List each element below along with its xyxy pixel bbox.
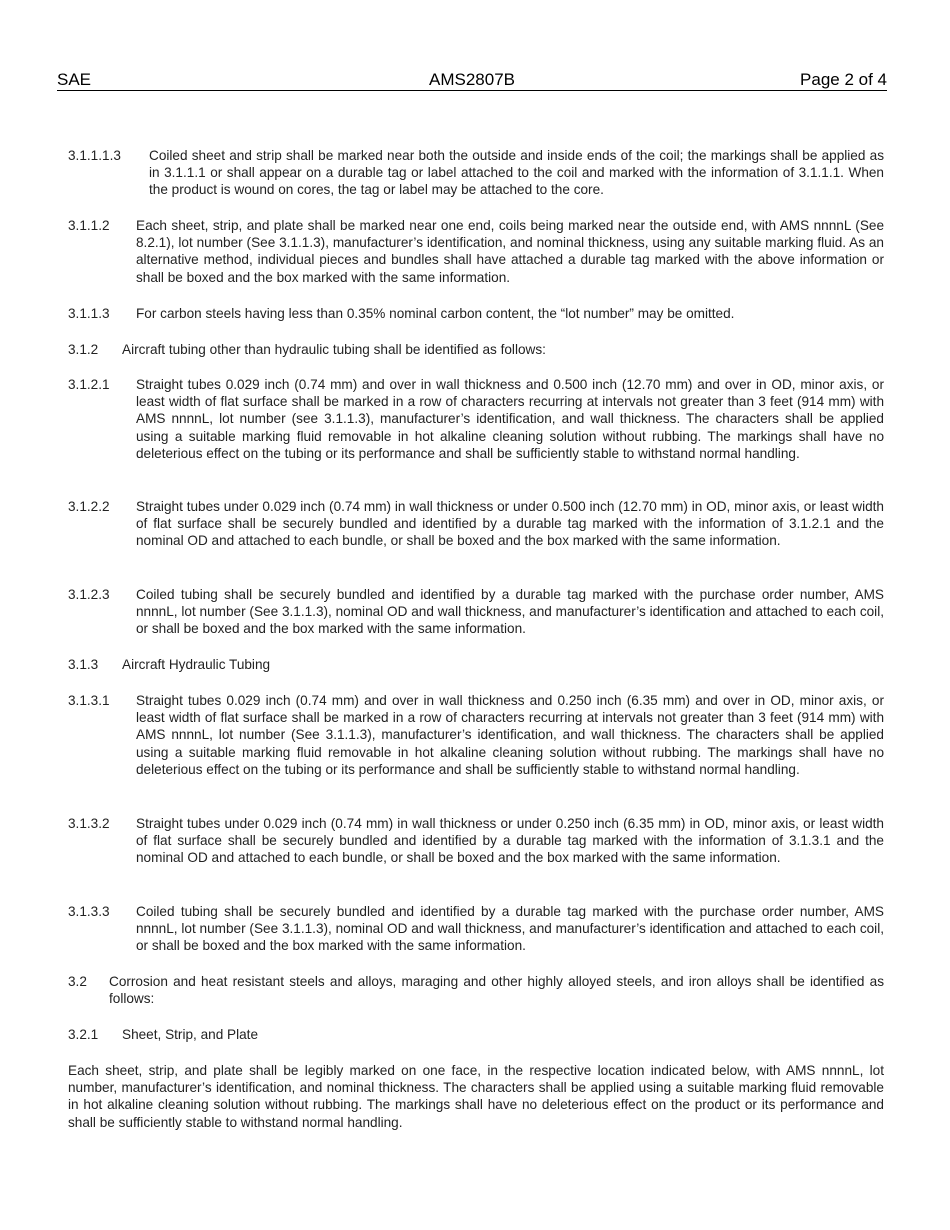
paragraph-number: 3.1.1.1.3: [68, 148, 121, 163]
section-number: 3.2.1: [68, 1027, 99, 1042]
paragraph-text: Corrosion and heat resistant steels and alloys, maraging and other highly alloyed steels, and iron alloys shall be identified as follows:: [109, 974, 884, 1007]
paragraph-3-1-2-1: [68, 376, 884, 462]
section-heading-3-2-1: [68, 1026, 258, 1043]
paragraph-3-1-1-3: [68, 305, 884, 322]
paragraph-number: 3.1.2.1: [68, 377, 110, 392]
section-heading-3-1-3: [68, 656, 270, 673]
paragraph-3-1-3-1: [68, 692, 884, 778]
paragraph-text: Straight tubes under 0.029 inch (0.74 mm) in wall thickness or under 0.500 inch (12.70 mm) in OD, minor axis, or least width of flat surface shall be securely bundled and identified by a durable tag marked with the information of 3.1.2.1 and the nominal OD and attached to each bundle, or shall be boxed and the box marked with the same information.: [136, 499, 884, 549]
paragraph-text: Each sheet, strip, and plate shall be marked near one end, coils being marked near the outside end, with AMS nnnnL (See 8.2.1), lot number (See 3.1.1.3), manufacturer’s identification, and nominal thickness, using any suitable marking fluid. As an alternative method, individual pieces and bundles shall have attached a durable tag marked with the above information or shall be boxed and the box marked with the same information.: [136, 218, 884, 285]
paragraph-text: For carbon steels having less than 0.35% nominal carbon content, the “lot number” may be omitted.: [136, 306, 735, 321]
paragraph-number: 3.1.2.3: [68, 587, 110, 602]
section-heading-3-1-2: [68, 341, 546, 358]
section-number: 3.1.3: [68, 657, 99, 672]
paragraph-number: 3.1.3.3: [68, 904, 110, 919]
paragraph-text: Straight tubes 0.029 inch (0.74 mm) and over in wall thickness and 0.500 inch (12.70 mm) and over in OD, minor axis, or least width of flat surface shall be marked in a row of characters recurring at intervals not greater than 3 feet (914 mm) with AMS nnnnL, lot number (see 3.1.1.3), manufacturer’s identification, and wall thickness. The characters shall be applied using a suitable marking fluid removable in hot alkaline cleaning solution without rubbing. The markings shall have no deleterious effect on the tubing or its performance and shall be sufficiently stable to withstand normal handling.: [136, 377, 884, 461]
paragraph-text: Each sheet, strip, and plate shall be legibly marked on one face, in the respective location indicated below, with AMS nnnnL, lot number, manufacturer’s identification, and nominal thickness. The characters shall be applied using a suitable marking fluid removable in hot alkaline cleaning solution without rubbing. The markings shall have no deleterious effect on the product or its performance and shall be sufficiently stable to withstand normal handling.: [68, 1063, 884, 1130]
paragraph-text: Coiled tubing shall be securely bundled and identified by a durable tag marked with the purchase order number, AMS nnnnL, lot number (See 3.1.1.3), nominal OD and wall thickness, and manufacturer’s identification and attached to each coil, or shall be boxed and the box marked with the same information.: [136, 904, 884, 954]
paragraph-3-1-2-3: [68, 586, 884, 638]
document-number: AMS2807B: [429, 70, 515, 89]
paragraph-number: 3.1.1.3: [68, 306, 110, 321]
paragraph-text: Coiled tubing shall be securely bundled and identified by a durable tag marked with the purchase order number, AMS nnnnL, lot number (See 3.1.1.3), nominal OD and wall thickness, and manufacturer’s identification and attached to each coil, or shall be boxed and the box marked with the same information.: [136, 587, 884, 637]
paragraph-text: Straight tubes 0.029 inch (0.74 mm) and over in wall thickness and 0.250 inch (6.35 mm) and over in OD, minor axis, or least width of flat surface shall be marked in a row of characters recurring at intervals not greater than 3 feet (914 mm) with AMS nnnnL, lot number (See 3.1.1.3), manufacturer’s identification, and wall thickness. The characters shall be applied using a suitable marking fluid removable in hot alkaline cleaning solution without rubbing. The markings shall have no deleterious effect on the tubing or its performance and shall be sufficiently stable to withstand normal handling.: [136, 693, 884, 777]
paragraph-3-2: [68, 973, 884, 1007]
paragraph-3-1-3-3: [68, 903, 884, 955]
section-title: Sheet, Strip, and Plate: [122, 1027, 259, 1042]
paragraph-3-1-2-2: [68, 498, 884, 550]
paragraph-3-1-3-2: [68, 815, 884, 867]
section-number: 3.1.2: [68, 342, 99, 357]
paragraph-3-1-1-2: [68, 217, 884, 286]
paragraph-number: 3.1.3.2: [68, 816, 110, 831]
page-number: Page 2 of 4: [800, 70, 887, 89]
paragraph-text: Straight tubes under 0.029 inch (0.74 mm) in wall thickness or under 0.250 inch (6.35 mm) in OD, minor axis, or least width of flat surface shall be securely bundled and identified by a durable tag marked with the information of 3.1.3.1 and the nominal OD and attached to each bundle, or shall be boxed and the box marked with the same information.: [136, 816, 884, 866]
section-title: Aircraft tubing other than hydraulic tubing shall be identified as follows:: [122, 342, 546, 357]
paragraph-3-1-1-1-3: [68, 147, 884, 199]
paragraph-number: 3.2: [68, 974, 87, 989]
paragraph-text: Coiled sheet and strip shall be marked near both the outside and inside ends of the coil; the markings shall be applied as in 3.1.1.1 or shall appear on a durable tag or label attached to the coil and marked with the information of 3.1.1.1. When the product is wound on cores, the tag or label may be attached to the core.: [149, 148, 884, 198]
paragraph-body: [68, 1062, 884, 1131]
section-title: Aircraft Hydraulic Tubing: [122, 657, 271, 672]
page-header: [57, 70, 887, 91]
paragraph-number: 3.1.1.2: [68, 218, 110, 233]
paragraph-number: 3.1.3.1: [68, 693, 110, 708]
header-organization: SAE: [57, 70, 92, 89]
paragraph-number: 3.1.2.2: [68, 499, 110, 514]
